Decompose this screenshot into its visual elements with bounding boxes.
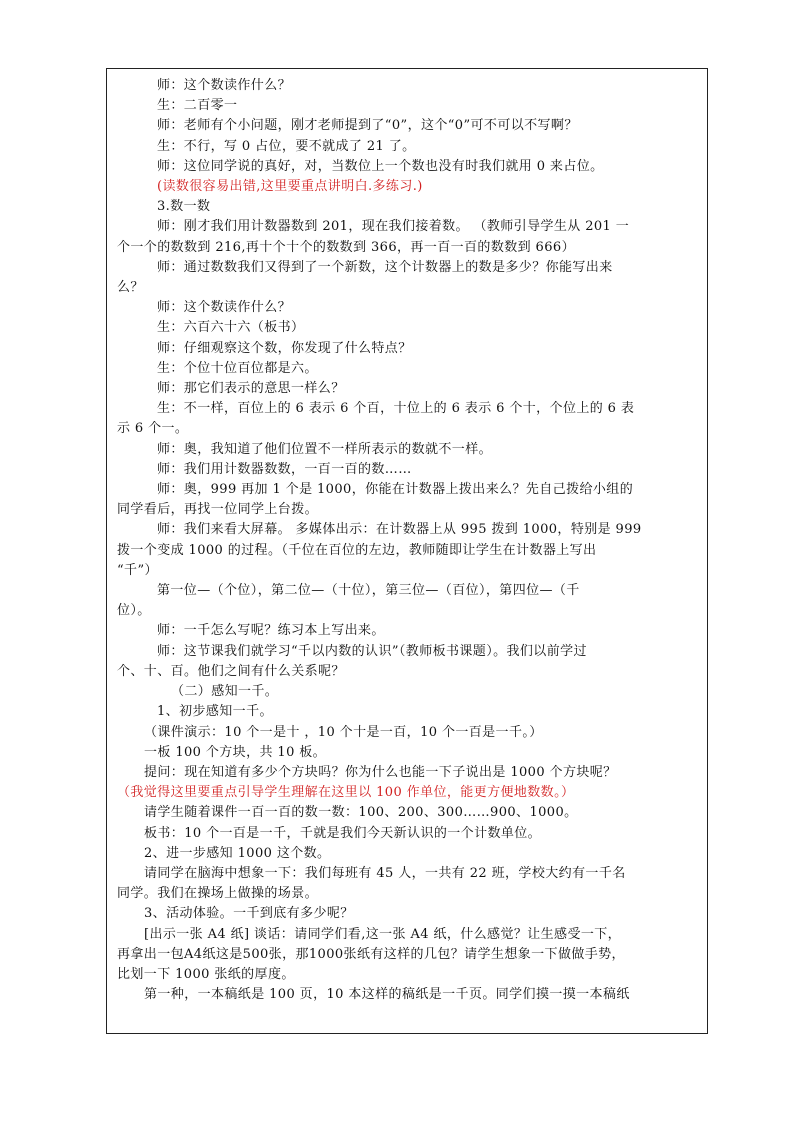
- text-line: 板书：10 个一百是一千，千就是我们今天新认识的一个计数单位。: [144, 825, 542, 841]
- text-line: 生：不一样，百位上的 6 表示 6 个百，十位上的 6 表示 6 个十，个位上的 6 表: [157, 401, 635, 417]
- text-line: 师：奥，999 再加 1 个是 1000，你能在计数器上拨出来么？先自己拨给小组的: [157, 482, 634, 498]
- text-line: 生：二百零一: [157, 98, 238, 114]
- text-line: 师：这位同学说的真好，对，当数位上一个数也没有时我们就用 0 来占位。: [157, 158, 604, 174]
- text-line: 3、活动体验。一千到底有多少呢？: [144, 906, 354, 922]
- teacher-note-line: (读数很容易出错,这里要重点讲明白.多练习.): [157, 179, 423, 195]
- text-line: 同学看后，再找一位同学上台拨。: [117, 502, 319, 518]
- text-line: （课件演示：10 个一是十 ，10 个十是一百，10 个一百是一千。）: [144, 724, 543, 740]
- teacher-note-line: （我觉得这里要重点引导学生理解在这里以 100 作单位，能更方便地数数。）: [117, 785, 575, 801]
- text-line: 师：这个数读作什么？: [157, 78, 292, 93]
- text-line: （二）感知一千。: [171, 684, 279, 700]
- lesson-plan-table-cell: [106, 68, 708, 1034]
- text-line: 请学生随着课件一百一百的数一数：100、200、300……900、1000。: [144, 805, 578, 821]
- text-line: 1、初步感知一千。: [157, 704, 273, 720]
- text-line: [出示一张 A4 纸] 谈话：请同学们看,这一张 A4 纸，什么感觉？让生感受一下，: [144, 926, 622, 942]
- text-line: 第一种，一本稿纸是 100 页，10 本这样的稿纸是一千页。同学们摸一摸一本稿纸: [144, 987, 630, 1003]
- text-line: 比划一下 1000 张纸的厚度。: [117, 966, 295, 982]
- text-line: 第一位—（个位），第二位—（十位），第三位—（百位），第四位—（千: [157, 583, 580, 599]
- text-line: “千”）: [117, 562, 158, 578]
- text-line: 师：这节课我们就学习“千以内数的认识”（教师板书课题）。我们以前学过: [157, 643, 587, 659]
- text-line: 一板 100 个方块，共 10 板。: [144, 744, 327, 760]
- text-line: 个一个的数数到 216,再十个十个的数数到 366，再一百一百的数数到 666）: [117, 239, 575, 255]
- text-line: 生：个位十位百位都是六。: [157, 360, 318, 376]
- text-line: 师：仔细观察这个数，你发现了什么特点？: [157, 340, 412, 356]
- text-line: 师：奥，我知道了他们位置不一样所表示的数就不一样。: [157, 441, 493, 457]
- text-line: 示 6 个一。: [117, 421, 189, 437]
- text-line: 师：那它们表示的意思一样么？: [157, 381, 345, 397]
- text-line: 师：这个数读作什么？: [157, 300, 292, 316]
- text-line: 3.数一数: [157, 199, 211, 215]
- text-line: 师：刚才我们用计数器数到 201，现在我们接着数。 （教师引导学生从 201 一: [157, 219, 630, 235]
- text-line: 师：我们来看大屏幕。 多媒体出示：在计数器上从 995 拨到 1000，特别是 999: [157, 522, 642, 538]
- text-line: 再拿出一包A4纸这是500张，那1000张纸有这样的几包？请学生想象一下做做手势，: [117, 946, 625, 962]
- text-line: 位）。: [117, 603, 151, 619]
- text-line: 师：通过数数我们又得到了一个新数，这个计数器上的数是多少？你能写出来: [157, 259, 613, 275]
- text-line: 生：不行，写 0 占位，要不就成了 21 了。: [157, 138, 416, 154]
- text-line: 生：六百六十六（板书）: [157, 320, 305, 336]
- text-line: 师：我们用计数器数数，一百一百的数……: [157, 461, 412, 477]
- text-line: 2、进一步感知 1000 这个数。: [144, 845, 331, 861]
- lesson-text-body: [117, 76, 703, 1005]
- text-line: 个、十、百。他们之间有什么关系呢？: [117, 663, 345, 679]
- text-line: 同学。我们在操场上做操的场景。: [117, 886, 319, 902]
- text-line: 师：老师有个小问题，刚才老师提到了“0”，这个“0”可不可以不写啊？: [157, 118, 578, 134]
- text-line: 请同学在脑海中想象一下：我们每班有 45 人，一共有 22 班，学校大约有一千名: [144, 865, 626, 881]
- text-line: 提问：现在知道有多少个方块吗？你为什么也能一下子说出是 1000 个方块呢？: [144, 764, 617, 780]
- text-line: 么？: [117, 280, 144, 296]
- text-line: 师：一千怎么写呢？练习本上写出来。: [157, 623, 385, 639]
- text-line: 拨一个变成 1000 的过程。（千位在百位的左边，教师随即让学生在计数器上写出: [117, 542, 597, 558]
